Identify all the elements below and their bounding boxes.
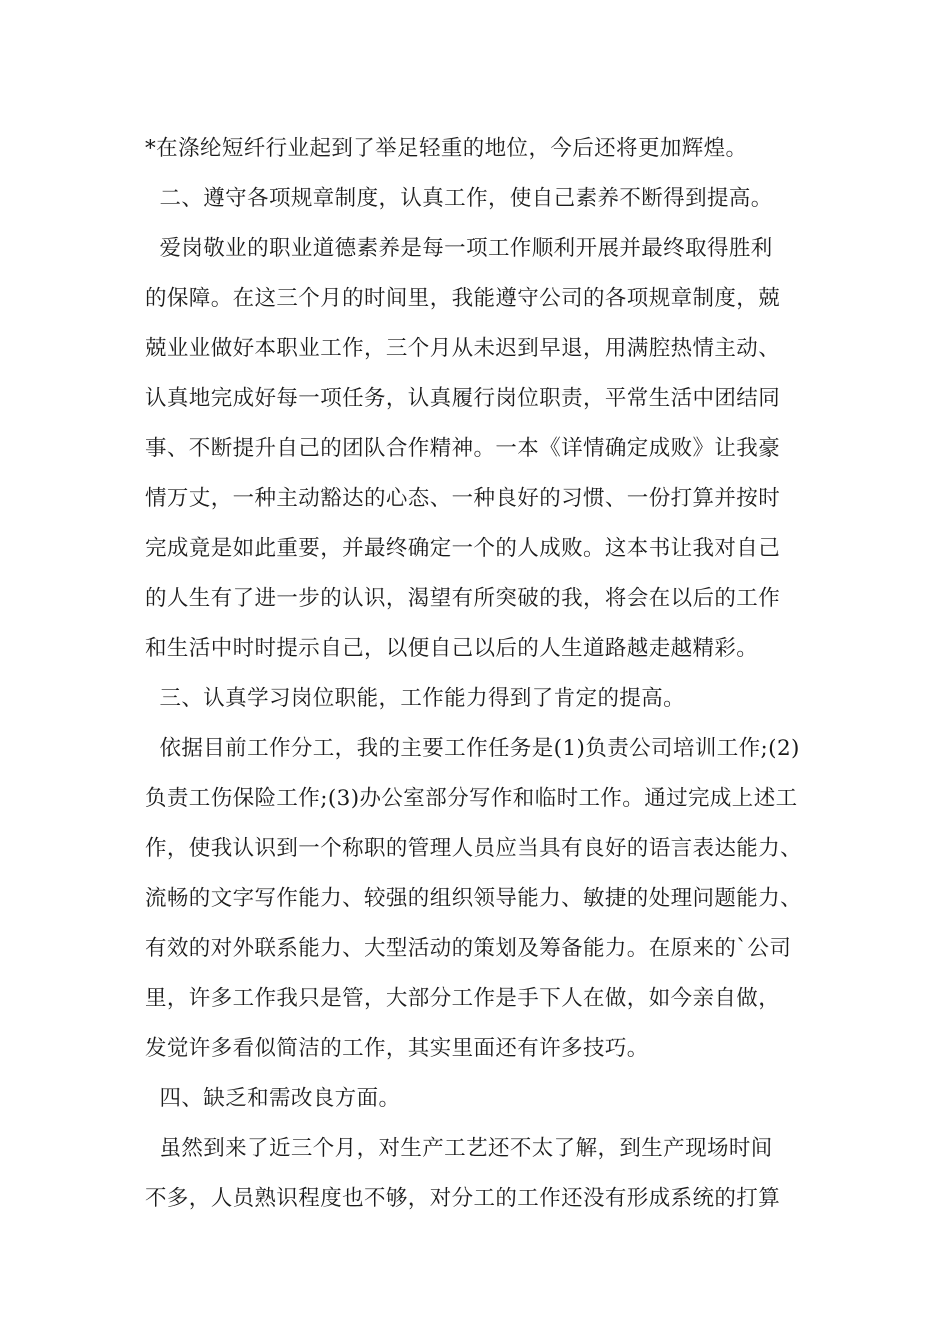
text-line: 作，使我认识到一个称职的管理人员应当具有良好的语言表达能力、 bbox=[145, 836, 803, 861]
text-line: 和生活中时时提示自己，以便自己以后的人生道路越走越精彩。 bbox=[145, 636, 759, 661]
text-line: 完成竟是如此重要，并最终确定一个的人成败。这本书让我对自己 bbox=[145, 536, 781, 561]
text-line: 有效的对外联系能力、大型活动的策划及筹备能力。在原来的`公司 bbox=[145, 936, 792, 961]
text-line: 情万丈，一种主动豁达的心态、一种良好的习惯、一份打算并按时 bbox=[145, 486, 781, 511]
text-line: 虽然到来了近三个月，对生产工艺还不太了解，到生产现场时间 bbox=[145, 1136, 773, 1161]
text-line: 负责工伤保险工作;(3)办公室部分写作和临时工作。通过完成上述工 bbox=[145, 786, 798, 811]
text-line: 发觉许多看似简洁的工作，其实里面还有许多技巧。 bbox=[145, 1036, 649, 1061]
section-heading-2: 二、遵守各项规章制度，认真工作，使自己素养不断得到提高。 bbox=[145, 186, 773, 211]
text-line: 的保障。在这三个月的时间里，我能遵守公司的各项规章制度，兢 bbox=[145, 286, 781, 311]
text-line: 里，许多工作我只是管，大部分工作是手下人在做，如今亲自做， bbox=[145, 986, 781, 1011]
text-line: 爱岗敬业的职业道德素养是每一项工作顺利开展并最终取得胜利 bbox=[145, 236, 773, 261]
text-line: 不多，人员熟识程度也不够，对分工的工作还没有形成系统的打算 bbox=[145, 1186, 781, 1211]
section-heading-4: 四、缺乏和需改良方面。 bbox=[145, 1086, 401, 1111]
text-line: 依据目前工作分工，我的主要工作任务是(1)负责公司培训工作;(2) bbox=[145, 736, 800, 761]
text-line: 的人生有了进一步的认识，渴望有所突破的我，将会在以后的工作 bbox=[145, 586, 781, 611]
section-heading-3: 三、认真学习岗位职能，工作能力得到了肯定的提高。 bbox=[145, 686, 686, 711]
text-line: 事、不断提升自己的团队合作精神。一本《详情确定成败》让我豪 bbox=[145, 436, 781, 461]
text-line: 认真地完成好每一项任务，认真履行岗位职责，平常生活中团结同 bbox=[145, 386, 781, 411]
text-line: *在涤纶短纤行业起到了举足轻重的地位，今后还将更加辉煌。 bbox=[145, 136, 748, 161]
text-line: 兢业业做好本职业工作，三个月从未迟到早退，用满腔热情主动、 bbox=[145, 336, 781, 361]
text-line: 流畅的文字写作能力、较强的组织领导能力、敏捷的处理问题能力、 bbox=[145, 886, 803, 911]
